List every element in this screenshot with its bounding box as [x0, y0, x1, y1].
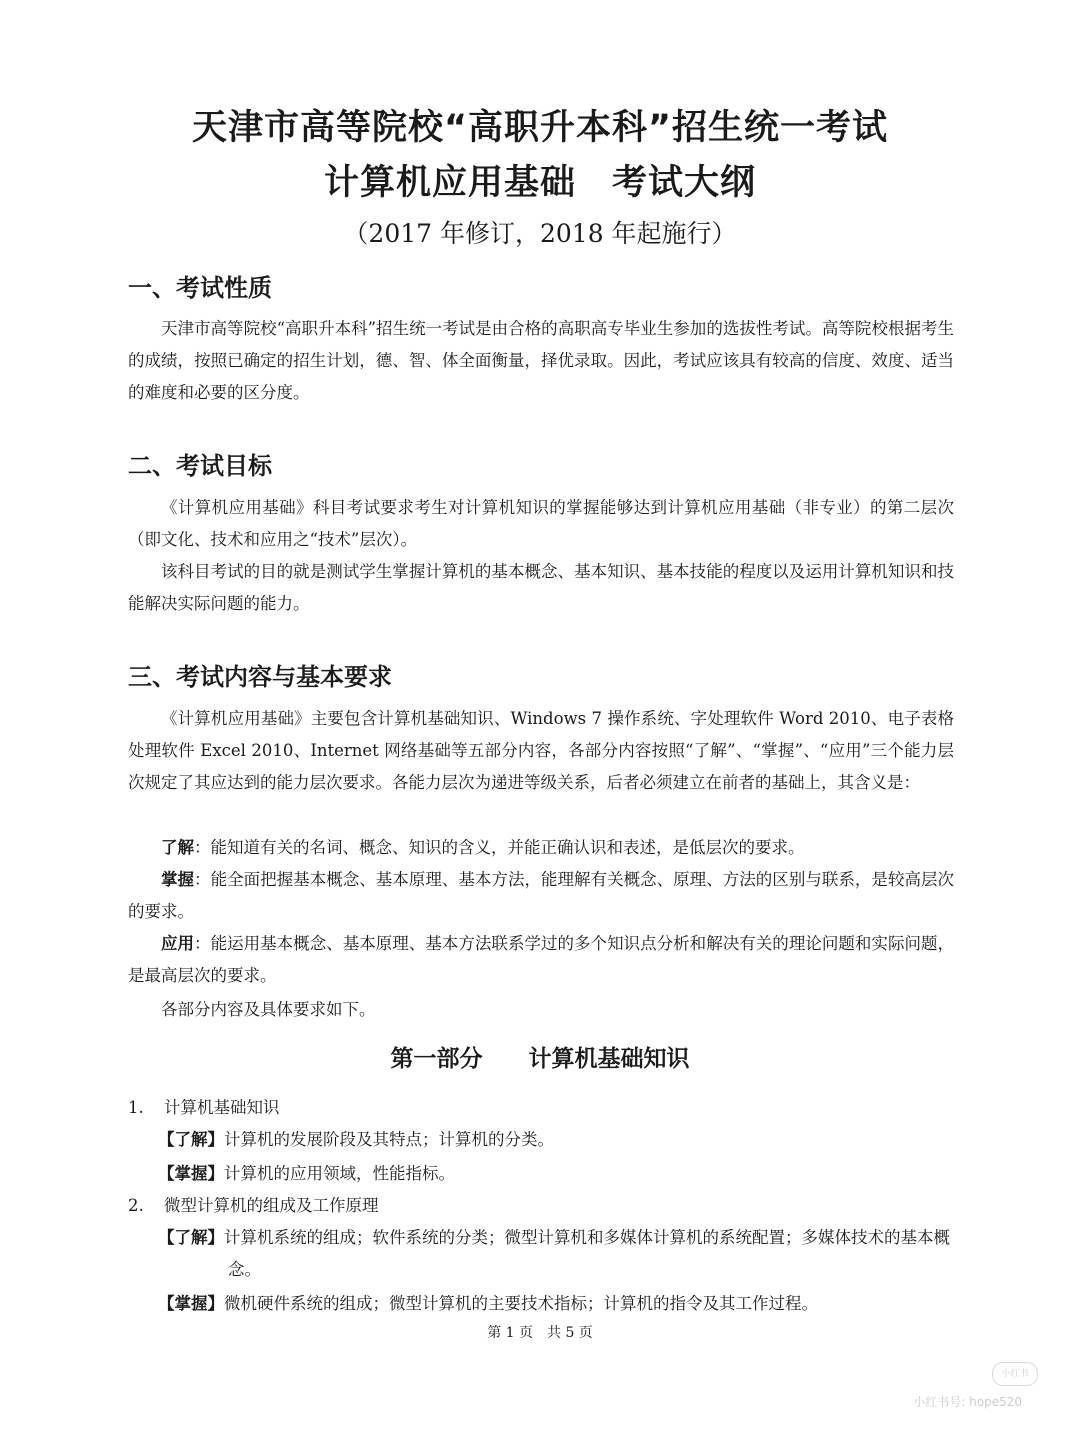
section-paragraph: 《计算机应用基础》主要包含计算机基础知识、Windows 7 操作系统、字处理软件 Word 2010、电子表格处理软件 Excel 2010、Internet 网络基础等五部分内容，各部分内容按照“了解”、“掌握”、“应用”三个能力层次规定了其应达到的能力层次要求。各能力层次为递进等级关系，后者必须建立在前者的基础上，其含义是：: [128, 709, 954, 792]
section-paragraph: 该科目考试的目的就是测试学生掌握计算机的基本概念、基本知识、基本技能的程度以及运用计算机知识和技能解决实际问题的能力。: [128, 562, 954, 613]
definition-text: ：能全面把握基本概念、基本原理、基本方法，能理解有关概念、原理、方法的区别与联系，是较高层次的要求。: [128, 870, 955, 921]
requirement-tag: 【掌握】: [158, 1164, 224, 1183]
definition-apply: [128, 928, 954, 992]
requirement-item: [158, 1124, 954, 1156]
requirement-tag: 【掌握】: [158, 1294, 224, 1313]
definition-text: ：能知道有关的名词、概念、知识的含义，并能正确认识和表述，是低层次的要求。: [194, 838, 805, 857]
section-heading-content: 三、考试内容与基本要求: [128, 663, 392, 691]
definition-text: ：能运用基本概念、基本原理、基本方法联系学过的多个知识点分析和解决有关的理论问题和实际问题，是最高层次的要求。: [128, 934, 955, 985]
page-title-line2: 计算机应用基础 考试大纲: [323, 163, 756, 203]
page-title-line1: 天津市高等院校“高职升本科”招生统一考试: [191, 108, 888, 148]
definition-term: 掌握: [161, 870, 195, 889]
requirement-text: 计算机系统的组成；软件系统的分类；微型计算机和多媒体计算机的系统配置；多媒体技术的基本概念。: [224, 1228, 950, 1279]
definition-master: [128, 864, 954, 928]
definition-understand: [128, 832, 954, 864]
item-title: 微型计算机的组成及工作原理: [164, 1196, 379, 1215]
section-closing: 各部分内容及具体要求如下。: [161, 1000, 376, 1019]
section-paragraph: 《计算机应用基础》科目考试要求考生对计算机知识的掌握能够达到计算机应用基础（非专业）的第二层次（即文化、技术和应用之“技术”层次）。: [128, 498, 954, 549]
requirement-text: 微机硬件系统的组成；微型计算机的主要技术指标；计算机的指令及其工作过程。: [224, 1294, 818, 1313]
page-number: 第 1 页 共 5 页: [487, 1325, 593, 1341]
requirement-item: [158, 1288, 954, 1320]
item-number: 1.: [128, 1098, 144, 1117]
list-item-heading: [128, 1093, 280, 1123]
definition-term: 了解: [161, 838, 194, 857]
part-title: 第一部分 计算机基础知识: [390, 1046, 690, 1072]
watermark-text: 小红书号: hope520: [913, 1395, 1022, 1409]
page-subtitle: （2017 年修订，2018 年起施行）: [343, 219, 737, 248]
item-title: 计算机基础知识: [164, 1098, 280, 1117]
requirement-item: [158, 1158, 954, 1190]
requirement-text: 计算机的发展阶段及其特点；计算机的分类。: [224, 1130, 554, 1149]
definition-term: 应用: [161, 934, 195, 953]
section-paragraph: 天津市高等院校“高职升本科”招生统一考试是由合格的高职高专毕业生参加的选拔性考试。高等院校根据考生的成绩，按照已确定的招生计划，德、智、体全面衡量，择优录取。因此，考试应该具有较高的信度、效度、适当的难度和必要的区分度。: [128, 319, 954, 402]
requirement-tag: 【了解】: [158, 1228, 224, 1247]
section-heading-nature: 一、考试性质: [128, 274, 272, 302]
item-number: 2.: [128, 1196, 144, 1215]
requirement-tag: 【了解】: [158, 1130, 224, 1149]
requirement-item: [158, 1222, 954, 1286]
watermark-logo: 小红书: [992, 1362, 1038, 1386]
requirement-text: 计算机的应用领域，性能指标。: [224, 1164, 455, 1183]
list-item-heading: [128, 1191, 379, 1221]
section-heading-goal: 二、考试目标: [128, 452, 272, 480]
